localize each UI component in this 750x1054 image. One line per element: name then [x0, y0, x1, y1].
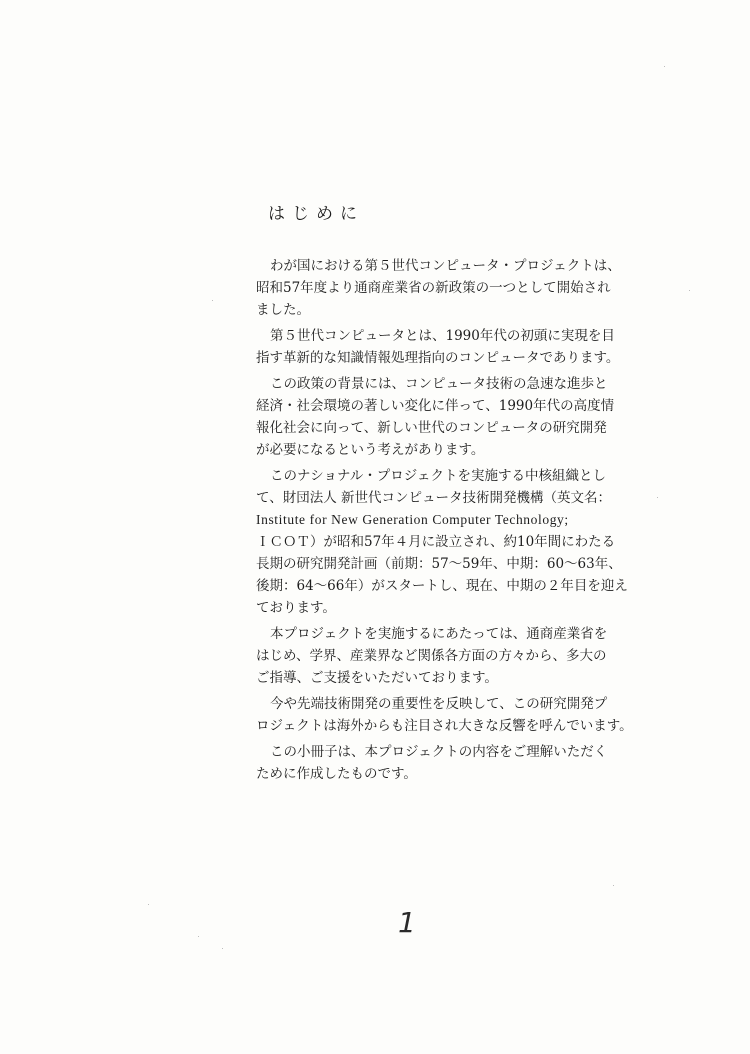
scan-speck	[212, 300, 213, 301]
paragraph-4-line-5: 長期の研究開発計画（前期：57～59年、中期：60～63年、	[256, 556, 622, 572]
scan-speck	[657, 497, 658, 498]
page-number: 1	[398, 906, 416, 939]
scan-speck	[664, 66, 665, 67]
scan-speck	[613, 885, 614, 886]
paragraph-5-line-1: 本プロジェクトを実施するにあたっては、通商産業省を	[270, 626, 608, 642]
paragraph-5-line-2: はじめ、学界、産業界など関係各方面の方々から、多大の	[256, 648, 607, 664]
scan-speck	[689, 290, 690, 291]
paragraph-3-line-3: 報化社会に向って、新しい世代のコンピュータの研究開発	[256, 420, 607, 436]
paragraph-1-line-3: ました。	[256, 302, 310, 318]
scan-speck	[148, 904, 149, 905]
paragraph-4-line-7: ております。	[256, 600, 336, 616]
paragraph-4-line-2: て、財団法人 新世代コンピュータ技術開発機構（英文名：	[256, 490, 612, 506]
paragraph-2-line-2: 指す革新的な知識情報処理指向のコンピュータであります。	[256, 350, 620, 366]
paragraph-7-line-1: この小冊子は、本プロジェクトの内容をご理解いただく	[270, 744, 608, 760]
paragraph-6-line-2: ロジェクトは海外からも注目され大きな反響を呼んでいます。	[256, 718, 633, 734]
body-text	[256, 255, 633, 785]
paragraph-3-line-1: この政策の背景には、コンピュータ技術の急速な進歩と	[270, 376, 608, 392]
paragraph-6-line-1: 今や先端技術開発の重要性を反映して、この研究開発プ	[270, 696, 608, 712]
paragraph-4-line-4: ＩＣＯＴ）が昭和57年４月に設立され、約10年間にわたる	[256, 534, 616, 550]
paragraph-1-line-2: 昭和57年度より通商産業省の新政策の一つとして開始され	[256, 280, 611, 296]
scan-speck	[222, 948, 223, 949]
paragraph-2-line-1: 第５世代コンピュータとは、1990年代の初頭に実現を目	[270, 328, 615, 344]
paragraph-4-line-3: Institute for New Generation Computer Technology;	[256, 512, 569, 527]
paragraph-3-line-4: が必要になるという考えがあります。	[256, 442, 485, 458]
page-heading: はじめに	[268, 204, 364, 224]
paragraph-7-line-2: ために作成したものです。	[256, 766, 417, 782]
paragraph-4-line-1: このナショナル・プロジェクトを実施する中核組織とし	[270, 468, 607, 484]
paragraph-1-line-1: わが国における第５世代コンピュータ・プロジェクトは、	[270, 258, 621, 274]
scan-speck	[198, 936, 199, 937]
paragraph-5-line-3: ご指導、ご支援をいただいております。	[256, 670, 498, 686]
paragraph-4-line-6: 後期：64～66年）がスタートし、現在、中期の２年目を迎え	[256, 578, 628, 594]
paragraph-3-line-2: 経済・社会環境の著しい変化に伴って、1990年代の高度情	[256, 398, 615, 414]
